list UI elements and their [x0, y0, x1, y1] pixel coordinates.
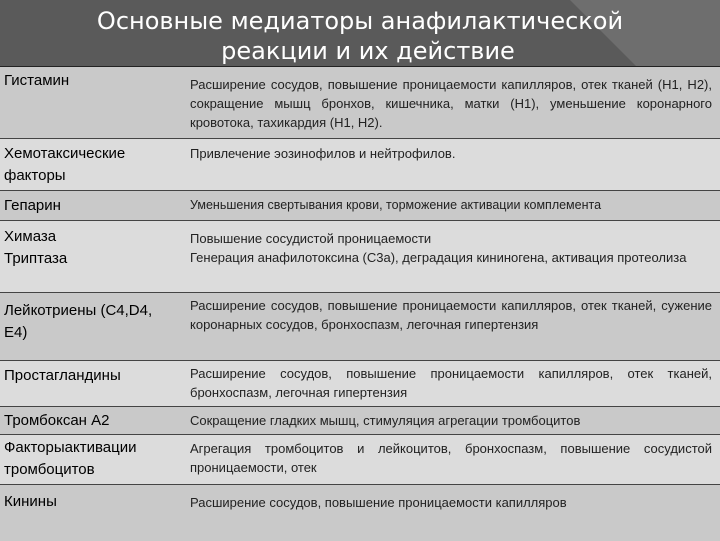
- row-desc: Расширение сосудов, повышение проницаемости капилляров, отек тканей (Н1, Н2), сокращение мышц бронхов, кишечника, матки (Н1), уменьшение коронарного кровотока, тахикардия (Н1, Н2).: [190, 77, 712, 130]
- row-name: Гепарин: [4, 197, 61, 214]
- row-name: Факторыактивации тромбоцитов: [4, 439, 137, 478]
- title-line-1: Основные медиаторы анафилактической: [96, 7, 624, 35]
- row-desc: Сокращение гладких мышц, стимуляция агрегации тромбоцитов: [190, 413, 581, 428]
- row-name: Простагландины: [4, 367, 121, 384]
- slide-title: [0, 6, 720, 66]
- table-row-paf: [0, 435, 720, 485]
- table-row-chymase-tryptase: [0, 221, 720, 293]
- row-desc: Расширение сосудов, повышение проницаемости капилляров, отек тканей, сужение коронарных сосудов, бронхоспазм, легочная гипертензия: [190, 298, 712, 332]
- table-row-prostaglandins: [0, 361, 720, 407]
- table-row-leukotrienes: [0, 293, 720, 361]
- row-desc: [190, 229, 712, 267]
- table-row-histamine: [0, 67, 720, 139]
- table-row-kinins: [0, 485, 720, 541]
- row-desc: Агрегация тромбоцитов и лейкоцитов, бронхоспазм, повышение сосудистой проницаемости, отек: [190, 441, 712, 475]
- row-desc-line-1: Повышение сосудистой проницаемости: [190, 231, 432, 246]
- table-row-thromboxane: [0, 407, 720, 435]
- row-name: Хемотаксические факторы: [4, 145, 126, 184]
- mediators-table: [0, 66, 720, 541]
- row-desc: Уменьшения свертывания крови, торможение активации комплемента: [190, 198, 602, 212]
- table-row-chemotactic: [0, 139, 720, 191]
- row-desc: Расширение сосудов, повышение проницаемости капилляров: [190, 495, 567, 510]
- row-desc: Привлечение эозинофилов и нейтрофилов.: [190, 146, 456, 161]
- row-name: Гистамин: [4, 72, 70, 89]
- title-line-2: реакции и их действие: [221, 37, 515, 65]
- row-name: Тромбоксан А2: [4, 412, 110, 429]
- row-name: Лейкотриены (C4,D4, E4): [4, 302, 153, 341]
- row-desc-line-2: Генерация анафилотоксина (C3a), деградация кининогена, активация протеолиза: [190, 250, 687, 265]
- table-row-heparin: [0, 191, 720, 221]
- row-name: Кинины: [4, 493, 57, 510]
- row-name: Химаза Триптаза: [4, 228, 68, 267]
- row-desc: Расширение сосудов, повышение проницаемости капилляров, отек тканей, бронхоспазм, легочная гипертензия: [190, 366, 712, 400]
